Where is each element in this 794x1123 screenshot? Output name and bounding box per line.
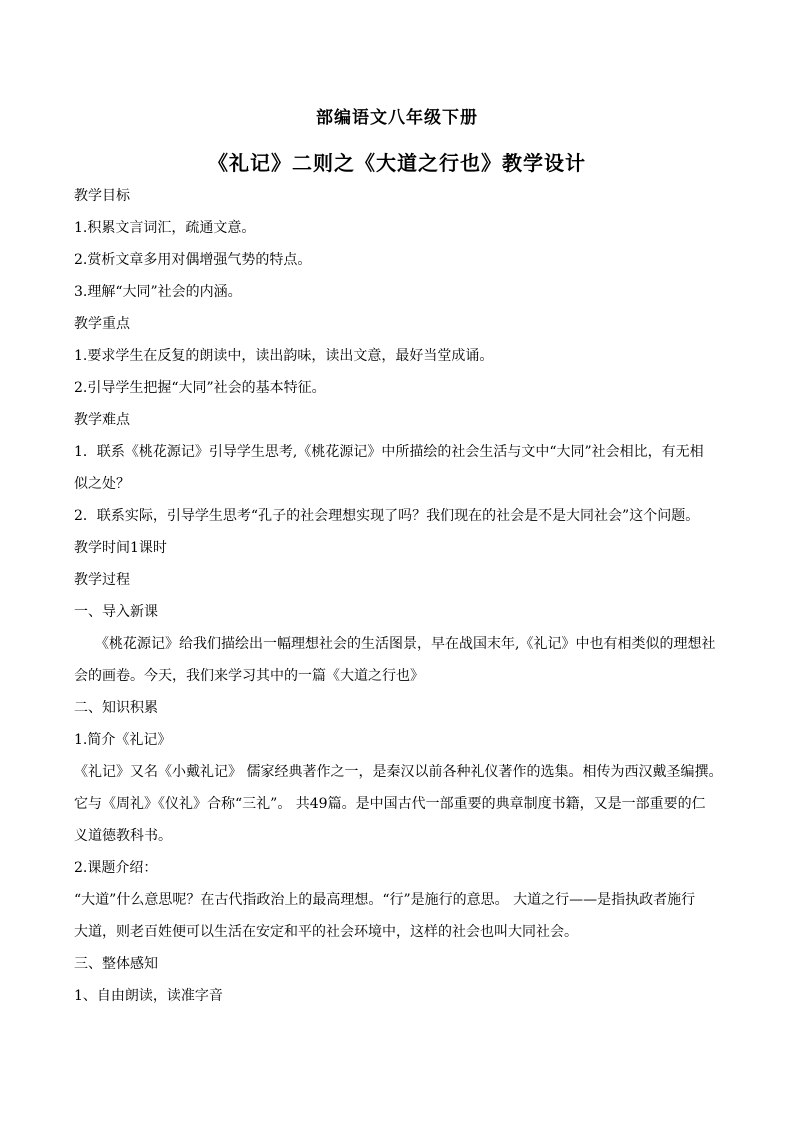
paragraph: 大道，则老百姓便可以生活在安定和平的社会环境中，这样的社会也叫大同社会。: [74, 924, 578, 940]
subheading-liji: 1.简介《礼记》: [74, 732, 172, 748]
paragraph: 2．联系实际，引导学生思考“孔子的社会理想实现了吗？我们现在的社会是不是大同社会”这个问题。: [74, 508, 700, 524]
paragraph: 1.积累文言词汇，疏通文意。: [74, 220, 256, 236]
paragraph: 3.理解“大同”社会的内涵。: [74, 284, 242, 300]
paragraph: 2.赏析文章多用对偶增强气势的特点。: [74, 252, 312, 268]
paragraph: 《桃花源记》给我们描绘出一幅理想社会的生活图景，早在战国末年,《礼记》中也有相类似的理想社: [95, 636, 716, 652]
paragraph: 1、自由朗读，读准字音: [74, 988, 223, 1004]
paragraph: 似之处？: [74, 476, 130, 492]
paragraph: 会的画卷。今天，我们来学习其中的一篇《大道之行也》: [74, 668, 424, 684]
document-subtitle: 《礼记》二则之《大道之行也》教学设计: [208, 151, 586, 175]
paragraph: 它与《周礼》《仪礼》合称“三礼”。 共49篇。是中国古代一部重要的典章制度书籍，又是一部重要的仁: [74, 796, 706, 812]
subheading-topic: 2.课题介绍：: [74, 860, 158, 876]
section-heading-key-points: 教学重点: [74, 316, 130, 332]
section-heading-process: 教学过程: [74, 572, 130, 588]
section-heading-knowledge: 二、知识积累: [74, 700, 158, 716]
paragraph: 义道德教科书。: [74, 828, 172, 844]
paragraph: 2.引导学生把握“大同”社会的基本特征。: [74, 380, 326, 396]
section-heading-difficulties: 教学难点: [74, 412, 130, 428]
section-heading-perception: 三、整体感知: [74, 956, 158, 972]
section-heading-time: 教学时间1课时: [74, 540, 167, 556]
paragraph: 1．联系《桃花源记》引导学生思考,《桃花源记》中所描绘的社会生活与文中“大同”社会相比，有无相: [74, 444, 704, 460]
document-title: 部编语文八年级下册: [316, 108, 478, 128]
section-heading-intro: 一、导入新课: [74, 604, 158, 620]
paragraph: 《礼记》又名《小戴礼记》 儒家经典著作之一，是秦汉以前各种礼仪著作的选集。相传为西汉戴圣编撰。: [74, 764, 723, 780]
section-heading-objectives: 教学目标: [74, 188, 130, 204]
paragraph: 1.要求学生在反复的朗读中，读出韵味，读出文意，最好当堂成诵。: [74, 348, 494, 364]
paragraph: “大道”什么意思呢？在古代指政治上的最高理想。“行”是施行的意思。 大道之行——是指执政者施行: [74, 892, 696, 908]
